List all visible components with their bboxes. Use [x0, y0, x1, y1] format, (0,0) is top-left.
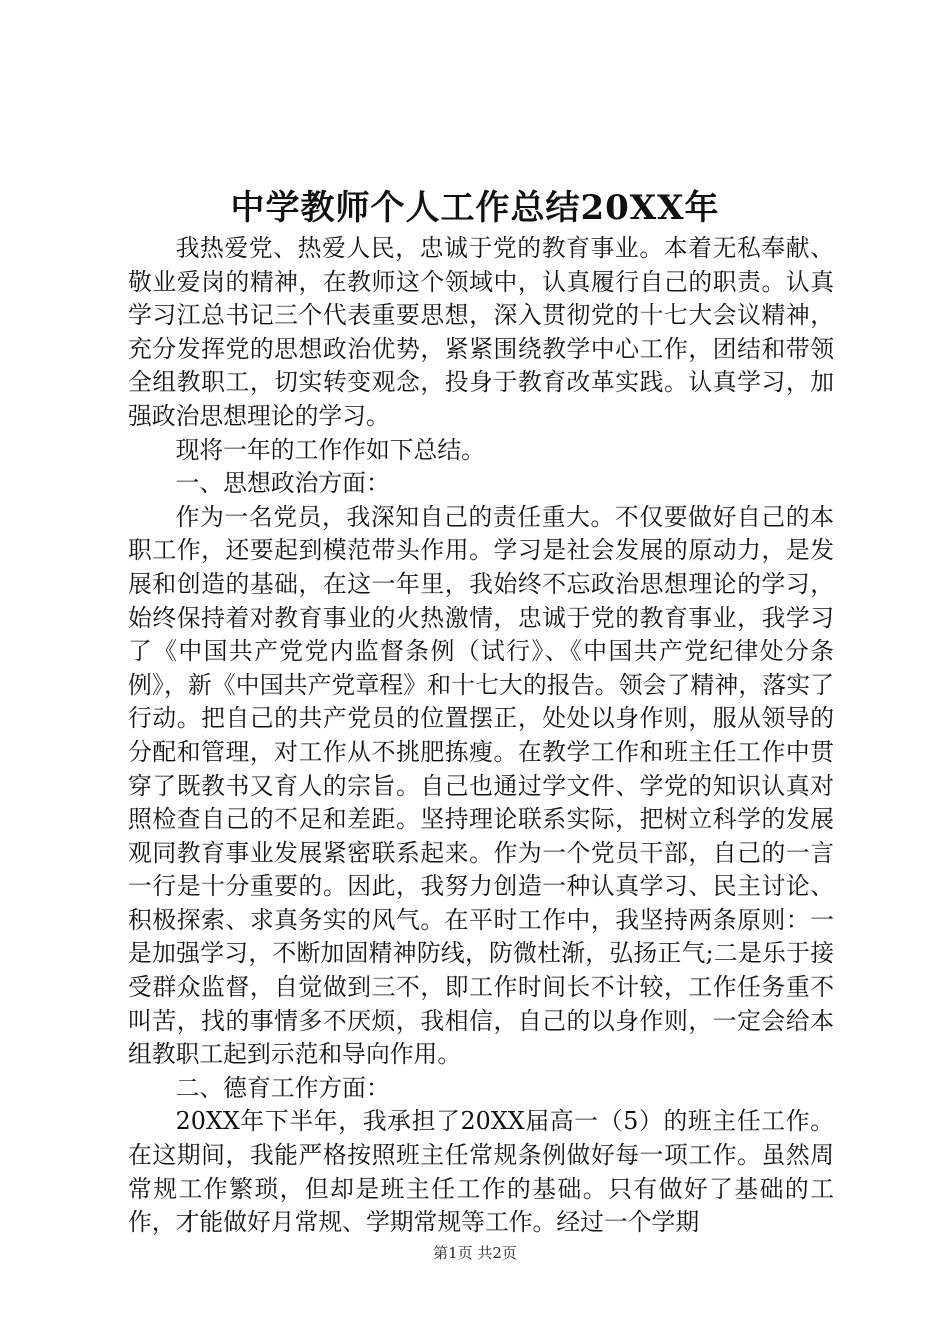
document-title: 中学教师个人工作总结20XX年 [230, 188, 720, 228]
section-heading-moral-education: 二、德育工作方面： [175, 1073, 390, 1102]
page-footer: 第1页 共2页 [433, 1244, 517, 1262]
paragraph-moral-education: 20XX年下半年，我承担了20XX届高一（5）的班主任工作。在这期间，我能严格按照班主任常规条例做好每一项工作。虽然周常规工作繁琐，但却是班主任工作的基础。只有做好了基础的工作，才能做好月常规、学期常规等工作。经过一个学期 [128, 1107, 834, 1237]
paragraph-summary-lead: 现将一年的工作作如下总结。 [175, 435, 485, 464]
document-body [128, 232, 834, 1240]
section-heading-political: 一、思想政治方面： [175, 469, 390, 498]
paragraph-political: 作为一名党员，我深知自己的责任重大。不仅要做好自己的本职工作，还要起到模范带头作用。学习是社会发展的原动力，是发展和创造的基础，在这一年里，我始终不忘政治思想理论的学习，始终保持着对教育事业的火热激情，忠诚于党的教育事业，我学习了《中国共产党党内监督条例（试行》、《中国共产党纪律处分条例》，新《中国共产党章程》和十七大的报告。领会了精神，落实了行动。把自己的共产党员的位置摆正，处处以身作则，服从领导的分配和管理，对工作从不挑肥拣瘦。在教学工作和班主任工作中贯穿了既教书又育人的宗旨。自己也通过学文件、学党的知识认真对照检查自己的不足和差距。坚持理论联系实际，把树立科学的发展观同教育事业发展紧密联系起来。作为一个党员干部，自己的一言一行是十分重要的。因此，我努力创造一种认真学习、民主讨论、积极探索、求真务实的风气。在平时工作中，我坚持两条原则：一是加强学习，不断加固精神防线，防微杜渐，弘扬正气;二是乐于接受群众监督，自觉做到三不，即工作时间长不计较，工作任务重不叫苦，找的事情多不厌烦，我相信，自己的以身作则，一定会给本组教职工起到示范和导向作用。 [128, 502, 834, 1069]
paragraph-intro: 我热爱党、热爱人民，忠诚于党的教育事业。本着无私奉献、敬业爱岗的精神，在教师这个领域中，认真履行自己的职责。认真学习江总书记三个代表重要思想，深入贯彻党的十七大会议精神，充分发挥党的思想政治优势，紧紧围绕教学中心工作，团结和带领全组教职工，切实转变观念，投身于教育改革实践。认真学习，加强政治思想理论的学习。 [128, 234, 834, 430]
